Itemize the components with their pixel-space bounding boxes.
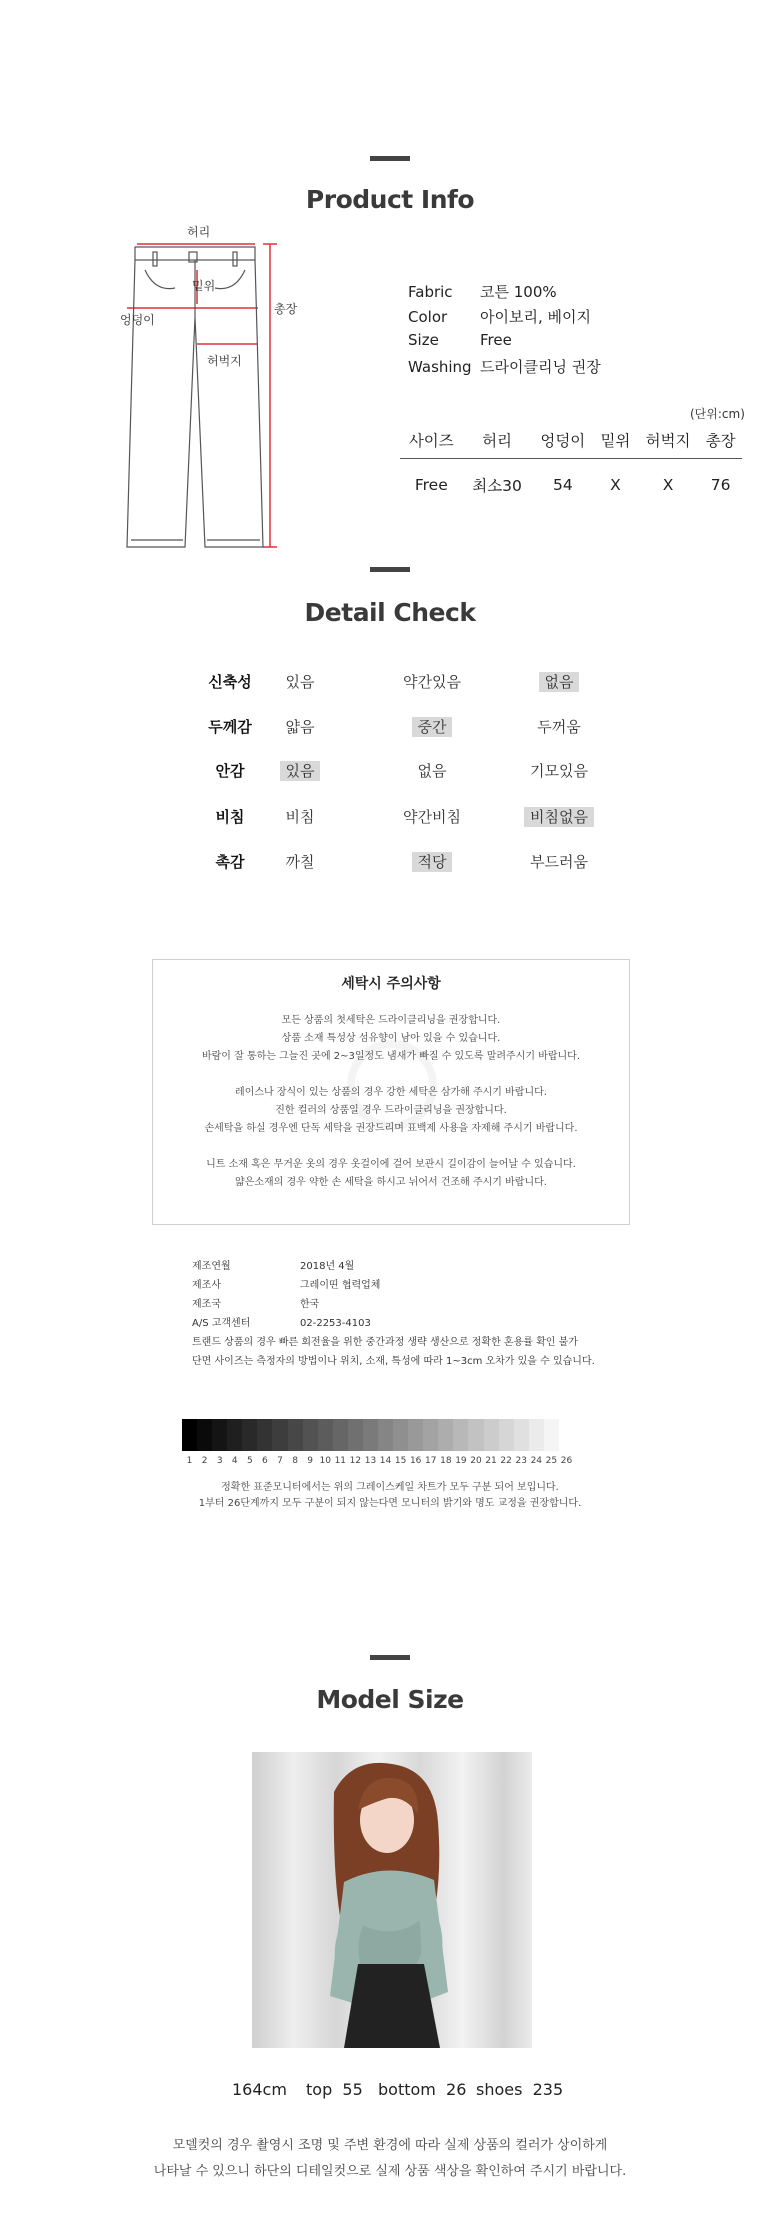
spec-size: Size Free xyxy=(408,331,512,349)
detail-check-option xyxy=(235,806,365,827)
detail-check-option xyxy=(494,806,624,827)
manufacturer-value: 그레이띤 협력업체 xyxy=(300,1280,381,1291)
manufacturer-row xyxy=(192,1295,319,1310)
header-cell: 총장 xyxy=(699,422,742,459)
detail-check-label: 두께감 xyxy=(208,718,252,736)
grayscale-number: 23 xyxy=(515,1456,527,1466)
washing-notice-line: 진한 컬러의 상품일 경우 드라이클리닝을 권장합니다. xyxy=(275,1105,507,1116)
manufacturer-note: 트랜드 상품의 경우 빠른 회전율을 위한 중간과정 생략 생산으로 정확한 혼용률 확인 불가 xyxy=(192,1337,578,1348)
grayscale-number: 15 xyxy=(394,1456,407,1466)
manufacturer-key: 제조국 xyxy=(192,1299,221,1310)
option-text: 없음 xyxy=(417,762,447,780)
detail-check-option xyxy=(494,671,624,692)
detail-check-option xyxy=(494,716,624,737)
washing-notice-line: 손세탁을 하실 경우엔 단독 세탁을 권장드리며 표백제 사용을 자제해 주시기 바랍니다. xyxy=(204,1123,578,1134)
grayscale-number: 9 xyxy=(307,1456,313,1466)
model-photo xyxy=(252,1752,532,2048)
grayscale-swatch xyxy=(333,1419,348,1451)
washing-notice-line: 바람이 잘 통하는 그늘진 곳에 2~3일정도 냄새가 빠질 수 있도록 말려주시기 바랍니다. xyxy=(201,1051,581,1062)
washing-notice-line: 얇은소재의 경우 약한 손 세탁을 하시고 뉘어서 건조해 주시기 바랍니다. xyxy=(235,1177,547,1188)
option-text: 까칠 xyxy=(285,853,315,871)
diagram-label-thigh: 허벅지 xyxy=(207,354,242,368)
detail-check-option xyxy=(367,851,497,872)
header-cell: 밑위 xyxy=(594,422,637,459)
diagram-label-waist: 허리 xyxy=(187,225,211,239)
grayscale-number: 4 xyxy=(231,1456,238,1466)
header-cell: 허리 xyxy=(463,422,532,459)
grayscale-swatch xyxy=(182,1419,197,1451)
grayscale-swatch xyxy=(242,1419,257,1451)
grayscale-swatch xyxy=(514,1419,529,1451)
grayscale-number: 21 xyxy=(485,1456,497,1466)
detail-check-option xyxy=(494,760,624,781)
manufacturer-value: 02-2253-4103 xyxy=(300,1318,371,1329)
product-info-title: Product Info xyxy=(305,185,475,214)
manufacturer-note: 단면 사이즈는 측정자의 방법이나 위치, 소재, 특성에 따라 1~3cm 오차가 있을 수 있습니다. xyxy=(192,1356,595,1367)
model-size-title: Model Size xyxy=(316,1685,464,1714)
grayscale-note: 1부터 26단계까지 모두 구분이 되지 않는다면 모니터의 밝기와 명도 교정을 권장합니다. xyxy=(198,1498,582,1509)
detail-check-option xyxy=(367,716,497,737)
washing-notice-line: 상품 소재 특성상 섬유향이 남아 있을 수 있습니다. xyxy=(281,1033,501,1044)
diagram-label-length: 총장 xyxy=(274,302,298,316)
grayscale-number: 11 xyxy=(334,1456,347,1466)
washing-notice-title: 세탁시 주의사항 xyxy=(341,976,441,992)
grayscale-swatch xyxy=(438,1419,453,1451)
pants-diagram xyxy=(115,222,315,557)
option-text: 얇음 xyxy=(285,718,315,736)
selected-option: 비침없음 xyxy=(524,807,594,827)
grayscale-swatch xyxy=(499,1419,514,1451)
detail-check-row xyxy=(0,669,780,693)
model-bottom-size: bottom 26 xyxy=(378,2080,467,2099)
detail-check-option xyxy=(235,671,365,692)
grayscale-swatch xyxy=(484,1419,499,1451)
grayscale-number: 12 xyxy=(349,1456,362,1466)
unit-label: (단위:cm) xyxy=(690,407,745,421)
grayscale-number: 7 xyxy=(277,1456,283,1466)
manufacturer-value: 2018년 4월 xyxy=(300,1261,355,1272)
grayscale-swatch xyxy=(468,1419,483,1451)
spec-color: Color 아이보리, 베이지 xyxy=(408,308,591,326)
diagram-label-rise: 밑위 xyxy=(192,279,216,293)
grayscale-swatch xyxy=(423,1419,438,1451)
section-divider xyxy=(370,567,410,572)
grayscale-number: 1 xyxy=(186,1456,193,1466)
detail-check-label: 촉감 xyxy=(215,853,245,871)
selected-option: 중간 xyxy=(412,717,453,737)
grayscale-note: 정확한 표준모니터에서는 위의 그레이스케일 차트가 모두 구분 되어 보입니다. xyxy=(221,1482,559,1493)
washing-notice-box xyxy=(152,959,630,1225)
model-note: 모델컷의 경우 촬영시 조명 및 주변 환경에 따라 실제 상품의 컬러가 상이하게 xyxy=(172,2138,608,2153)
model-height: 164cm xyxy=(232,2080,287,2099)
detail-check-option xyxy=(367,806,497,827)
header-cell: 허벅지 xyxy=(637,422,700,459)
manufacturer-key: 제조연월 xyxy=(192,1261,231,1272)
diagram-label-hip: 엉덩이 xyxy=(120,313,155,327)
selected-option: 적당 xyxy=(412,852,453,872)
detail-check-row xyxy=(0,758,780,782)
detail-check-label: 비침 xyxy=(215,808,245,826)
washing-notice-line: 모든 상품의 첫세탁은 드라이클리닝을 권장합니다. xyxy=(281,1015,501,1026)
grayscale-number: 20 xyxy=(470,1456,482,1466)
grayscale-swatch xyxy=(212,1419,227,1451)
option-text: 있음 xyxy=(285,673,315,691)
model-top-size: top 55 xyxy=(306,2080,363,2099)
detail-check-title: Detail Check xyxy=(304,598,476,627)
manufacturer-row xyxy=(192,1257,354,1272)
grayscale-number: 13 xyxy=(364,1456,377,1466)
manufacturer-key: A/S 고객센터 xyxy=(192,1318,251,1329)
model-shoes-size: shoes 235 xyxy=(476,2080,564,2099)
grayscale-number: 6 xyxy=(262,1456,268,1466)
header-cell: 엉덩이 xyxy=(532,422,595,459)
table-cell: X xyxy=(610,476,621,494)
selected-option: 있음 xyxy=(280,761,321,781)
grayscale-number: 25 xyxy=(545,1456,558,1466)
grayscale-swatch xyxy=(378,1419,393,1451)
table-cell: X xyxy=(662,476,674,494)
grayscale-number: 3 xyxy=(216,1456,223,1466)
detail-check-option xyxy=(367,671,497,692)
option-text: 두꺼움 xyxy=(537,718,581,736)
detail-check-label: 신축성 xyxy=(208,673,252,691)
grayscale-swatch xyxy=(393,1419,408,1451)
grayscale-swatch xyxy=(197,1419,212,1451)
detail-check-option xyxy=(494,851,624,872)
section-divider xyxy=(370,1655,410,1660)
manufacturer-row xyxy=(192,1314,371,1329)
grayscale-swatch xyxy=(348,1419,363,1451)
grayscale-swatch xyxy=(318,1419,333,1451)
manufacturer-key: 제조사 xyxy=(192,1280,221,1291)
manufacturer-value: 한국 xyxy=(300,1299,320,1310)
grayscale-number: 22 xyxy=(500,1456,512,1466)
grayscale-number: 5 xyxy=(246,1456,253,1466)
option-text: 부드러움 xyxy=(530,853,588,871)
grayscale-swatch xyxy=(303,1419,318,1451)
detail-check-label: 안감 xyxy=(215,762,245,780)
detail-check-option xyxy=(235,716,365,737)
detail-check-option xyxy=(367,760,497,781)
grayscale-number: 19 xyxy=(455,1456,467,1466)
grayscale-swatch xyxy=(529,1419,544,1451)
grayscale-swatch xyxy=(257,1419,272,1451)
option-text: 비침 xyxy=(285,808,315,826)
grayscale-number: 17 xyxy=(425,1456,437,1466)
grayscale-swatch xyxy=(559,1419,574,1451)
detail-check-row xyxy=(0,804,780,828)
spec-washing: Washing 드라이클리닝 권장 xyxy=(408,358,601,376)
table-row xyxy=(400,459,742,512)
option-text: 약간있음 xyxy=(403,673,461,691)
size-table-header xyxy=(400,422,742,459)
grayscale-number: 10 xyxy=(319,1456,331,1466)
grayscale-number: 18 xyxy=(440,1456,452,1466)
grayscale-chart xyxy=(182,1419,574,1451)
grayscale-swatch xyxy=(363,1419,378,1451)
detail-check-row xyxy=(0,714,780,738)
detail-check-option xyxy=(235,851,365,872)
grayscale-swatch xyxy=(453,1419,468,1451)
detail-check-option xyxy=(235,760,365,781)
detail-check-row xyxy=(0,849,780,873)
grayscale-number: 24 xyxy=(530,1456,543,1466)
selected-option: 없음 xyxy=(539,672,580,692)
size-table xyxy=(400,422,742,511)
table-cell: 최소30 xyxy=(472,477,522,495)
grayscale-number: 8 xyxy=(292,1456,298,1466)
grayscale-swatch xyxy=(544,1419,559,1451)
section-divider xyxy=(370,156,410,161)
manufacturer-row xyxy=(192,1276,380,1291)
grayscale-number: 2 xyxy=(201,1456,208,1466)
table-cell: 76 xyxy=(710,476,731,494)
model-note: 나타날 수 있으니 하단의 디테일컷으로 실제 상품 색상을 확인하여 주시기 바랍니다. xyxy=(153,2164,627,2179)
washing-notice-line: 니트 소재 혹은 무거운 옷의 경우 옷걸이에 걸어 보관시 길이감이 늘어날 수 있습니다. xyxy=(206,1159,576,1170)
grayscale-number: 14 xyxy=(379,1456,392,1466)
grayscale-swatch xyxy=(288,1419,303,1451)
option-text: 약간비침 xyxy=(403,808,461,826)
table-cell: 54 xyxy=(552,476,573,494)
grayscale-number: 26 xyxy=(560,1456,573,1466)
grayscale-swatch xyxy=(227,1419,242,1451)
header-cell: 사이즈 xyxy=(400,422,463,459)
table-cell: Free xyxy=(414,476,448,494)
grayscale-swatch xyxy=(408,1419,423,1451)
option-text: 기모있음 xyxy=(530,762,588,780)
grayscale-number: 16 xyxy=(409,1456,422,1466)
washing-notice-line: 레이스나 장식이 있는 상품의 경우 강한 세탁은 삼가해 주시기 바랍니다. xyxy=(235,1087,547,1098)
spec-fabric: Fabric 코튼 100% xyxy=(408,283,557,301)
grayscale-swatch xyxy=(272,1419,287,1451)
